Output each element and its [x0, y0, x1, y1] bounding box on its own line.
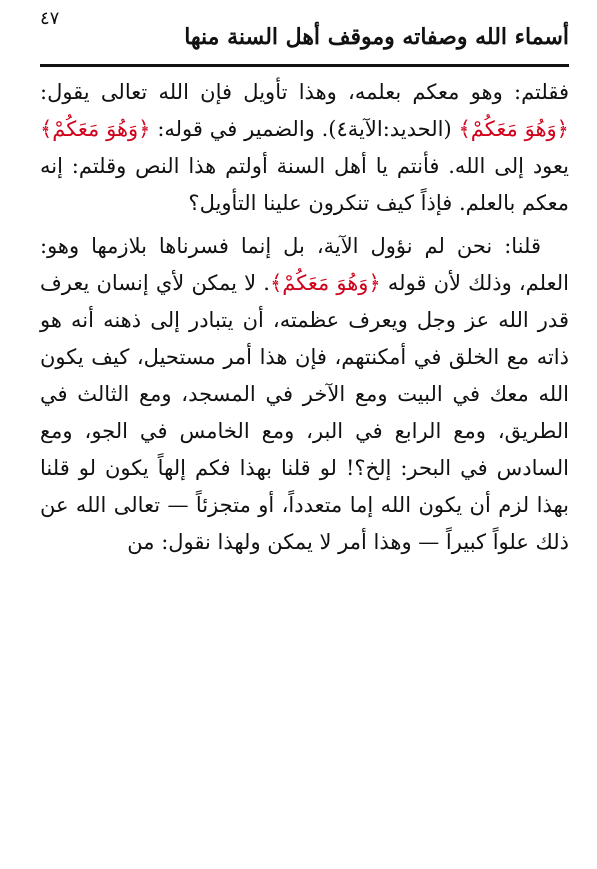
- page-header: [40, 8, 569, 58]
- quran-verse-1: ﴿وَهُوَ مَعَكُمْ﴾: [458, 117, 569, 141]
- paragraph-1-text-3: يعود إلى الله. فأنتم يا أهل السنة أولتم هذا النص وقلتم: إنه معكم بالعلم. فإذاً كيف تنكرون علينا التأويل؟: [40, 154, 569, 215]
- paragraph-2-text-1: قلنا: نحن لم نؤول الآية، بل إنما فسرناها بلازمها وهو: العلم، وذلك لأن قوله: [40, 234, 569, 295]
- header-rule: [40, 64, 569, 67]
- running-title: أسماء الله وصفاته وموقف أهل السنة منها: [184, 24, 569, 50]
- quran-verse-3: ﴿وَهُوَ مَعَكُمْ﴾: [269, 271, 381, 295]
- paragraph-2: [40, 228, 569, 561]
- page-number: ٤٧: [40, 8, 60, 29]
- body-text: [40, 74, 569, 561]
- paragraph-2-text-2: . لا يمكن لأي إنسان يعرف قدر الله عز وجل ويعرف عظمته، أن يتبادر إلى ذهنه أنه هو ذاته مع الخلق في أمكنتهم، فإن هذا أمر مستحيل، كيف يكون الله معك في البيت ومع الآخر في المسجد، ومع الثالث في الطريق، ومع الرابع في البر، ومع الخامس في الجو، ومع السادس في البحر: إلخ؟! لو قلنا بهذا فكم إلهاً يكون لو قلنا بهذا لزم أن يكون الله إما متعدداً، أو متجزئاً — تعالى الله عن ذلك علواً كبيراً — وهذا أمر لا يمكن ولهذا نقول: من: [40, 271, 569, 554]
- paragraph-1-text-2: (الحديد:الآية٤). والضمير في قوله:: [157, 117, 452, 141]
- paragraph-1-text-1: فقلتم: وهو معكم بعلمه، وهذا تأويل فإن الله تعالى يقول:: [40, 80, 569, 104]
- paragraph-1: [40, 74, 569, 222]
- quran-verse-2: ﴿وَهُوَ مَعَكُمْ﴾: [40, 117, 151, 141]
